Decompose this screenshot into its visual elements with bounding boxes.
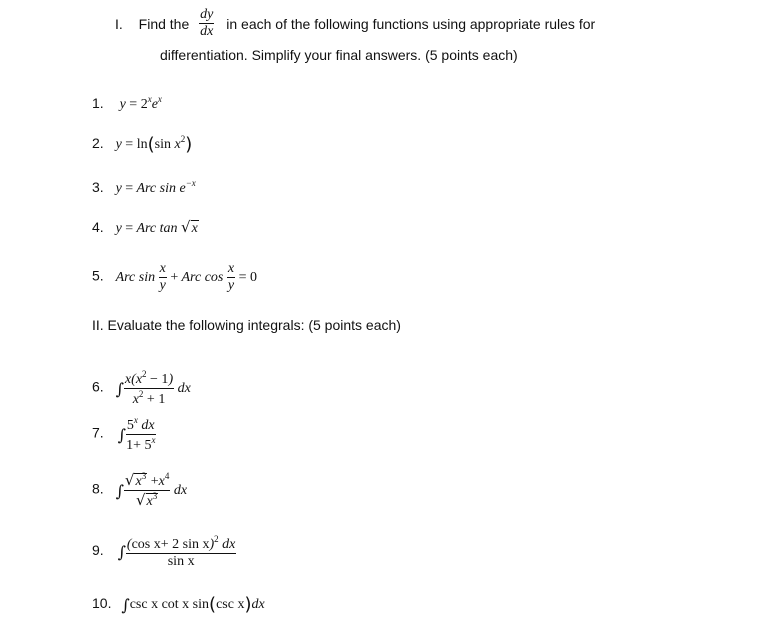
fraction <box>126 416 156 453</box>
denominator: y <box>159 278 166 293</box>
problem-number: 6. <box>92 378 104 395</box>
var-x: x <box>191 221 198 236</box>
part2-heading: II. Evaluate the following integrals: (5 points each) <box>92 317 401 333</box>
integrand: csc x cot x sin <box>129 597 210 612</box>
integral-expression <box>115 471 188 509</box>
exp-2: 2 <box>180 134 186 144</box>
integral-icon: ∫ <box>115 481 124 500</box>
problem-9 <box>92 535 236 569</box>
paren-close: ) <box>244 594 252 615</box>
sin: sin <box>154 137 171 152</box>
equals: = <box>125 181 134 196</box>
integral-expression <box>117 534 237 569</box>
paren-open: ( <box>147 134 155 155</box>
integral-icon: ∫ <box>121 595 130 615</box>
arcsin: Arc sin <box>136 181 176 196</box>
x-over-y <box>159 262 167 293</box>
fraction <box>124 472 170 509</box>
problem-1 <box>92 94 162 113</box>
denominator: $1+ 5^x$ <box>126 435 156 453</box>
problem-number: 7. <box>92 424 104 441</box>
equals: = <box>125 221 134 236</box>
problem-8 <box>92 472 187 509</box>
numerator: x <box>227 261 235 276</box>
x-over-y <box>227 262 235 293</box>
denominator: sin x <box>167 554 195 569</box>
integral-expression <box>121 594 265 615</box>
numerator: $√x^3 +x^4$ <box>124 471 170 489</box>
problem-number: 9. <box>92 542 104 559</box>
problem-number: 2. <box>92 135 104 151</box>
dy-numerator: dy <box>200 7 214 22</box>
denominator: $x^2 + 1$ <box>132 389 166 407</box>
equation <box>119 94 162 112</box>
equals: = <box>129 97 138 112</box>
equation <box>115 178 196 196</box>
differential: dx <box>177 380 191 396</box>
fraction <box>124 370 174 407</box>
differential: dx <box>251 597 265 612</box>
differential: dx <box>173 482 188 498</box>
exp-x: x <box>157 94 162 104</box>
arccos: Arc cos <box>181 269 224 285</box>
paren-close: ) <box>185 134 193 155</box>
equals-zero: = 0 <box>238 269 257 285</box>
var-x: x <box>174 137 181 152</box>
part1-roman: I. <box>115 16 123 32</box>
numerator: 5$^x$ dx <box>126 415 155 433</box>
dx-denominator: dx <box>200 24 214 39</box>
arcsin: Arc sin <box>115 269 156 285</box>
fraction <box>126 535 236 569</box>
problem-number: 8. <box>92 480 104 497</box>
var-y: y <box>115 181 122 196</box>
exp-x: x <box>147 94 152 104</box>
denominator: y <box>227 278 235 293</box>
integral-icon: ∫ <box>117 425 126 444</box>
numerator: x <box>159 261 166 276</box>
part1-header <box>115 8 595 39</box>
exp-neg-x: −x <box>185 178 196 188</box>
equals: = <box>125 137 134 152</box>
inner-arg: csc x <box>216 597 245 612</box>
var-y: y <box>119 97 126 112</box>
problem-2 <box>92 134 192 154</box>
part1-intro-line2: differentiation. Simplify your final answers. (5 points each) <box>160 47 518 63</box>
equation <box>115 134 193 155</box>
denominator: $√x^3$ <box>135 491 158 509</box>
radical-icon: √ <box>181 218 191 236</box>
ln: ln <box>136 137 148 152</box>
var-e: e <box>151 97 158 112</box>
part1-intro-b: in each of the following functions using appropriate rules for <box>226 16 596 32</box>
base-2: 2 <box>140 97 148 112</box>
integral-expression <box>115 369 191 407</box>
problem-number: 10. <box>92 595 112 611</box>
problem-number: 3. <box>92 179 104 195</box>
numerator: (cos x+ 2 sin x)$^2$ dx <box>126 534 236 552</box>
integral-icon: ∫ <box>115 379 124 398</box>
var-y: y <box>115 137 122 152</box>
problem-number: 5. <box>92 267 104 284</box>
plus: + <box>170 269 179 285</box>
problem-number: 4. <box>92 219 104 235</box>
problem-10 <box>92 595 265 614</box>
problem-number: 1. <box>92 95 104 111</box>
problem-6 <box>92 370 191 407</box>
dy-dx-fraction <box>199 8 214 39</box>
equation <box>115 261 257 293</box>
var-y: y <box>115 221 122 236</box>
arctan: Arc tan <box>136 221 178 236</box>
equation <box>115 218 199 236</box>
var-e: e <box>179 181 186 196</box>
integral-icon: ∫ <box>117 542 126 562</box>
part1-intro-a: Find the <box>138 16 190 32</box>
numerator: $x(x^2 - 1)$ <box>124 369 174 387</box>
sqrt <box>181 218 199 237</box>
problem-5 <box>92 262 257 293</box>
integral-expression <box>117 415 156 453</box>
problem-3 <box>92 178 196 197</box>
problem-7 <box>92 416 156 453</box>
paren-open: ( <box>209 594 217 615</box>
problem-4 <box>92 218 199 237</box>
